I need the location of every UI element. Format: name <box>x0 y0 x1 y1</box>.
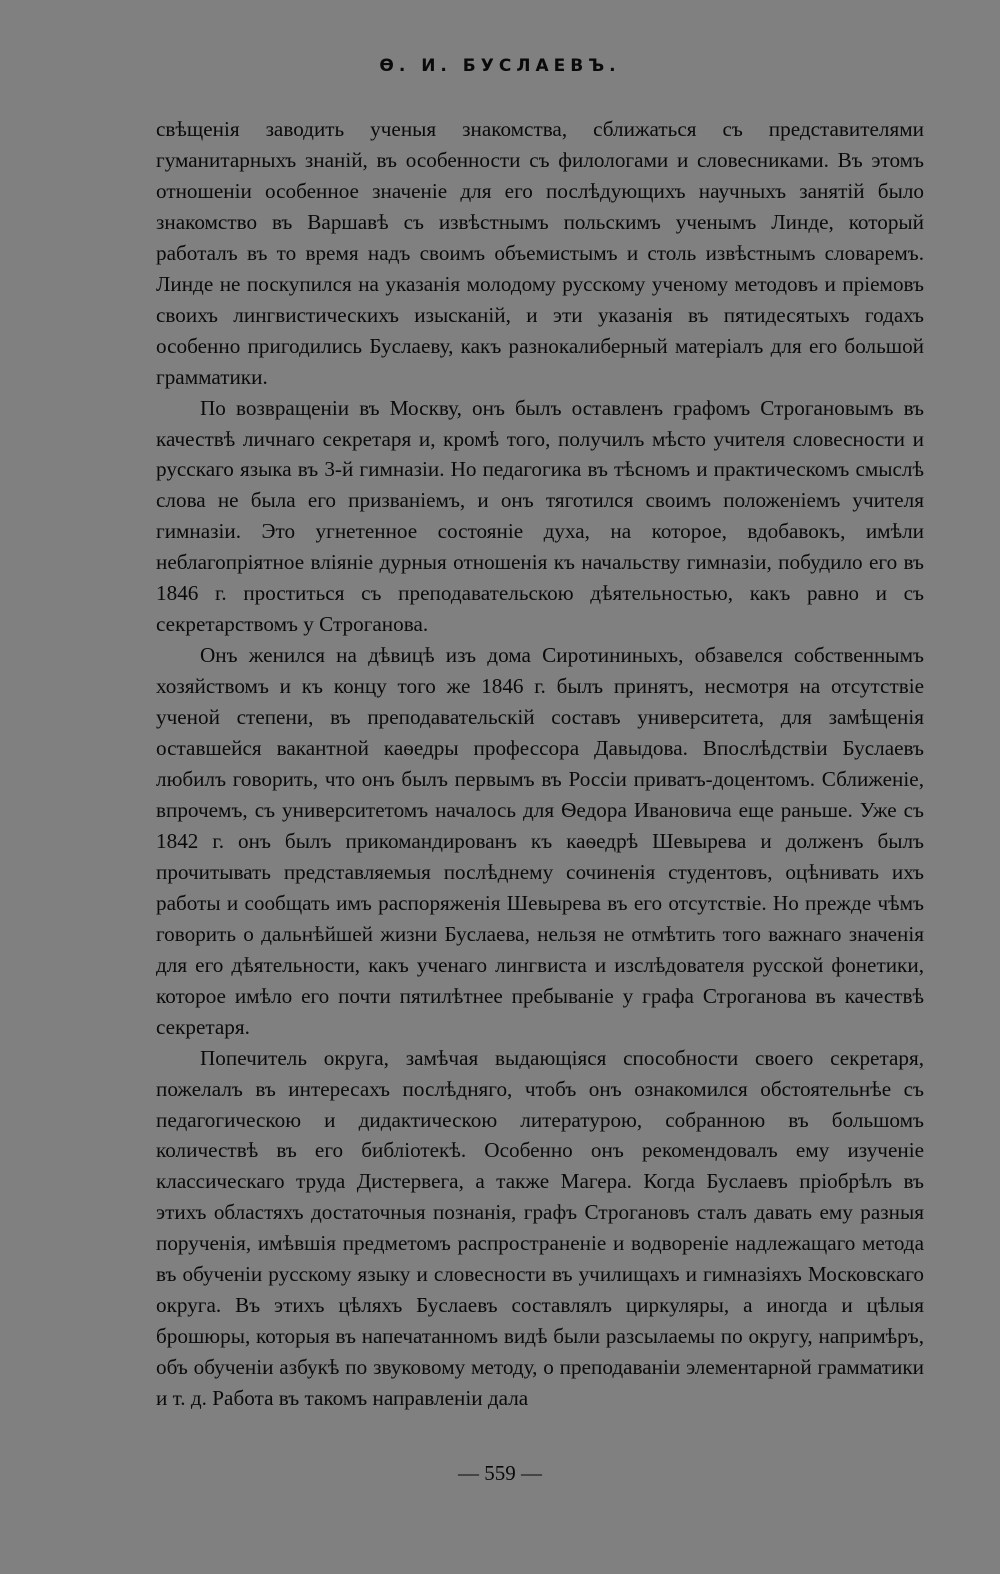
body-text <box>156 114 924 1414</box>
paragraph: По возвращеніи въ Москву, онъ былъ оставленъ графомъ Строгановымъ въ качествѣ личнаго секретаря и, кромѣ того, получилъ мѣсто учителя словесности и русскаго языка въ 3-й гимназіи. Но педагогика въ тѣсномъ и практическомъ смыслѣ слова не была его призваніемъ, и онъ тяготился своимъ положеніемъ учителя гимназіи. Это угнетенное состояніе духа, на которое, вдобавокъ, имѣли неблагопріятное вліяніе дурныя отношенія къ начальству гимназіи, побудило его въ 1846 г. проститься съ преподавательскою дѣятельностью, какъ равно и съ секретарствомъ у Строганова. <box>156 395 924 637</box>
paragraph-continuation: свѣщенія заводить ученыя знакомства, сближаться съ представителями гуманитарныхъ знаній, въ особенности съ филологами и словесниками. Въ этомъ отношеніи особенное значеніе для его послѣдующихъ научныхъ занятій было знакомство въ Варшавѣ съ извѣстнымъ польскимъ ученымъ Линде, который работалъ въ то время надъ своимъ объемистымъ и столь извѣстнымъ словаремъ. Линде не поскупился на указанія молодому русскому ученому методовъ и пріемовъ своихъ лингвистическихъ изысканій, и эти указанія въ пятидесятыхъ годахъ особенно пригодились Буслаеву, какъ разнокалиберный матеріалъ для его большой грамматики. <box>156 117 924 389</box>
running-title: Ѳ. И. БУСЛАЕВЪ. <box>379 56 621 76</box>
paragraph: Попечитель округа, замѣчая выдающіяся способности своего секретаря, пожелалъ въ интересахъ послѣдняго, чтобъ онъ ознакомился обстоятельнѣе съ педагогическою и дидактическою литературою, собранною въ большомъ количествѣ въ его библіотекѣ. Особенно онъ рекомендовалъ ему изученіе классическаго труда Дистервега, а также Магера. Когда Буслаевъ пріобрѣлъ въ этихъ областяхъ достаточныя познанія, графъ Строгановъ сталъ давать ему разныя порученія, имѣвшія предметомъ распространеніе и водвореніе надлежащаго метода въ обученіи русскому языку и словесности въ училищахъ и гимназіяхъ Московскаго округа. Въ этихъ цѣляхъ Буслаевъ составлялъ циркуляры, а иногда и цѣлыя брошюры, которыя въ напечатанномъ видѣ были разсылаемы по округу, напримѣръ, объ обученіи азбукѣ по звуковому методу, о преподаваніи элементарной грамматики и т. д. Работа въ такомъ направленіи дала <box>156 1045 924 1411</box>
paragraph: Онъ женился на дѣвицѣ изъ дома Сиротининыхъ, обзавелся собственнымъ хозяйствомъ и къ концу того же 1846 г. былъ принятъ, несмотря на отсутствіе ученой степени, въ преподавательскій составъ университета, для замѣщенія оставшейся вакантной каѳедры профессора Давыдова. Впослѣдствіи Буслаевъ любилъ говорить, что онъ былъ первымъ въ Россіи приватъ-доцентомъ. Сближеніе, впрочемъ, съ университетомъ началось для Ѳедора Ивановича еще раньше. Уже съ 1842 г. онъ былъ прикомандированъ къ каѳедрѣ Шевырева и долженъ былъ прочитывать представляемыя послѣднему сочиненія студентовъ, оцѣнивать ихъ работы и сообщать имъ распоряженія Шевырева въ его отсутствіе. Но прежде чѣмъ говорить о дальнѣйшей жизни Буслаева, нельзя не отмѣтить того важнаго значенія для его дѣятельности, какъ ученаго лингвиста и изслѣдователя русской фонетики, которое имѣло его почти пятилѣтнее пребываніе у графа Строганова въ качествѣ секретаря. <box>156 643 924 1039</box>
page-number: — 559 — <box>458 1461 542 1485</box>
